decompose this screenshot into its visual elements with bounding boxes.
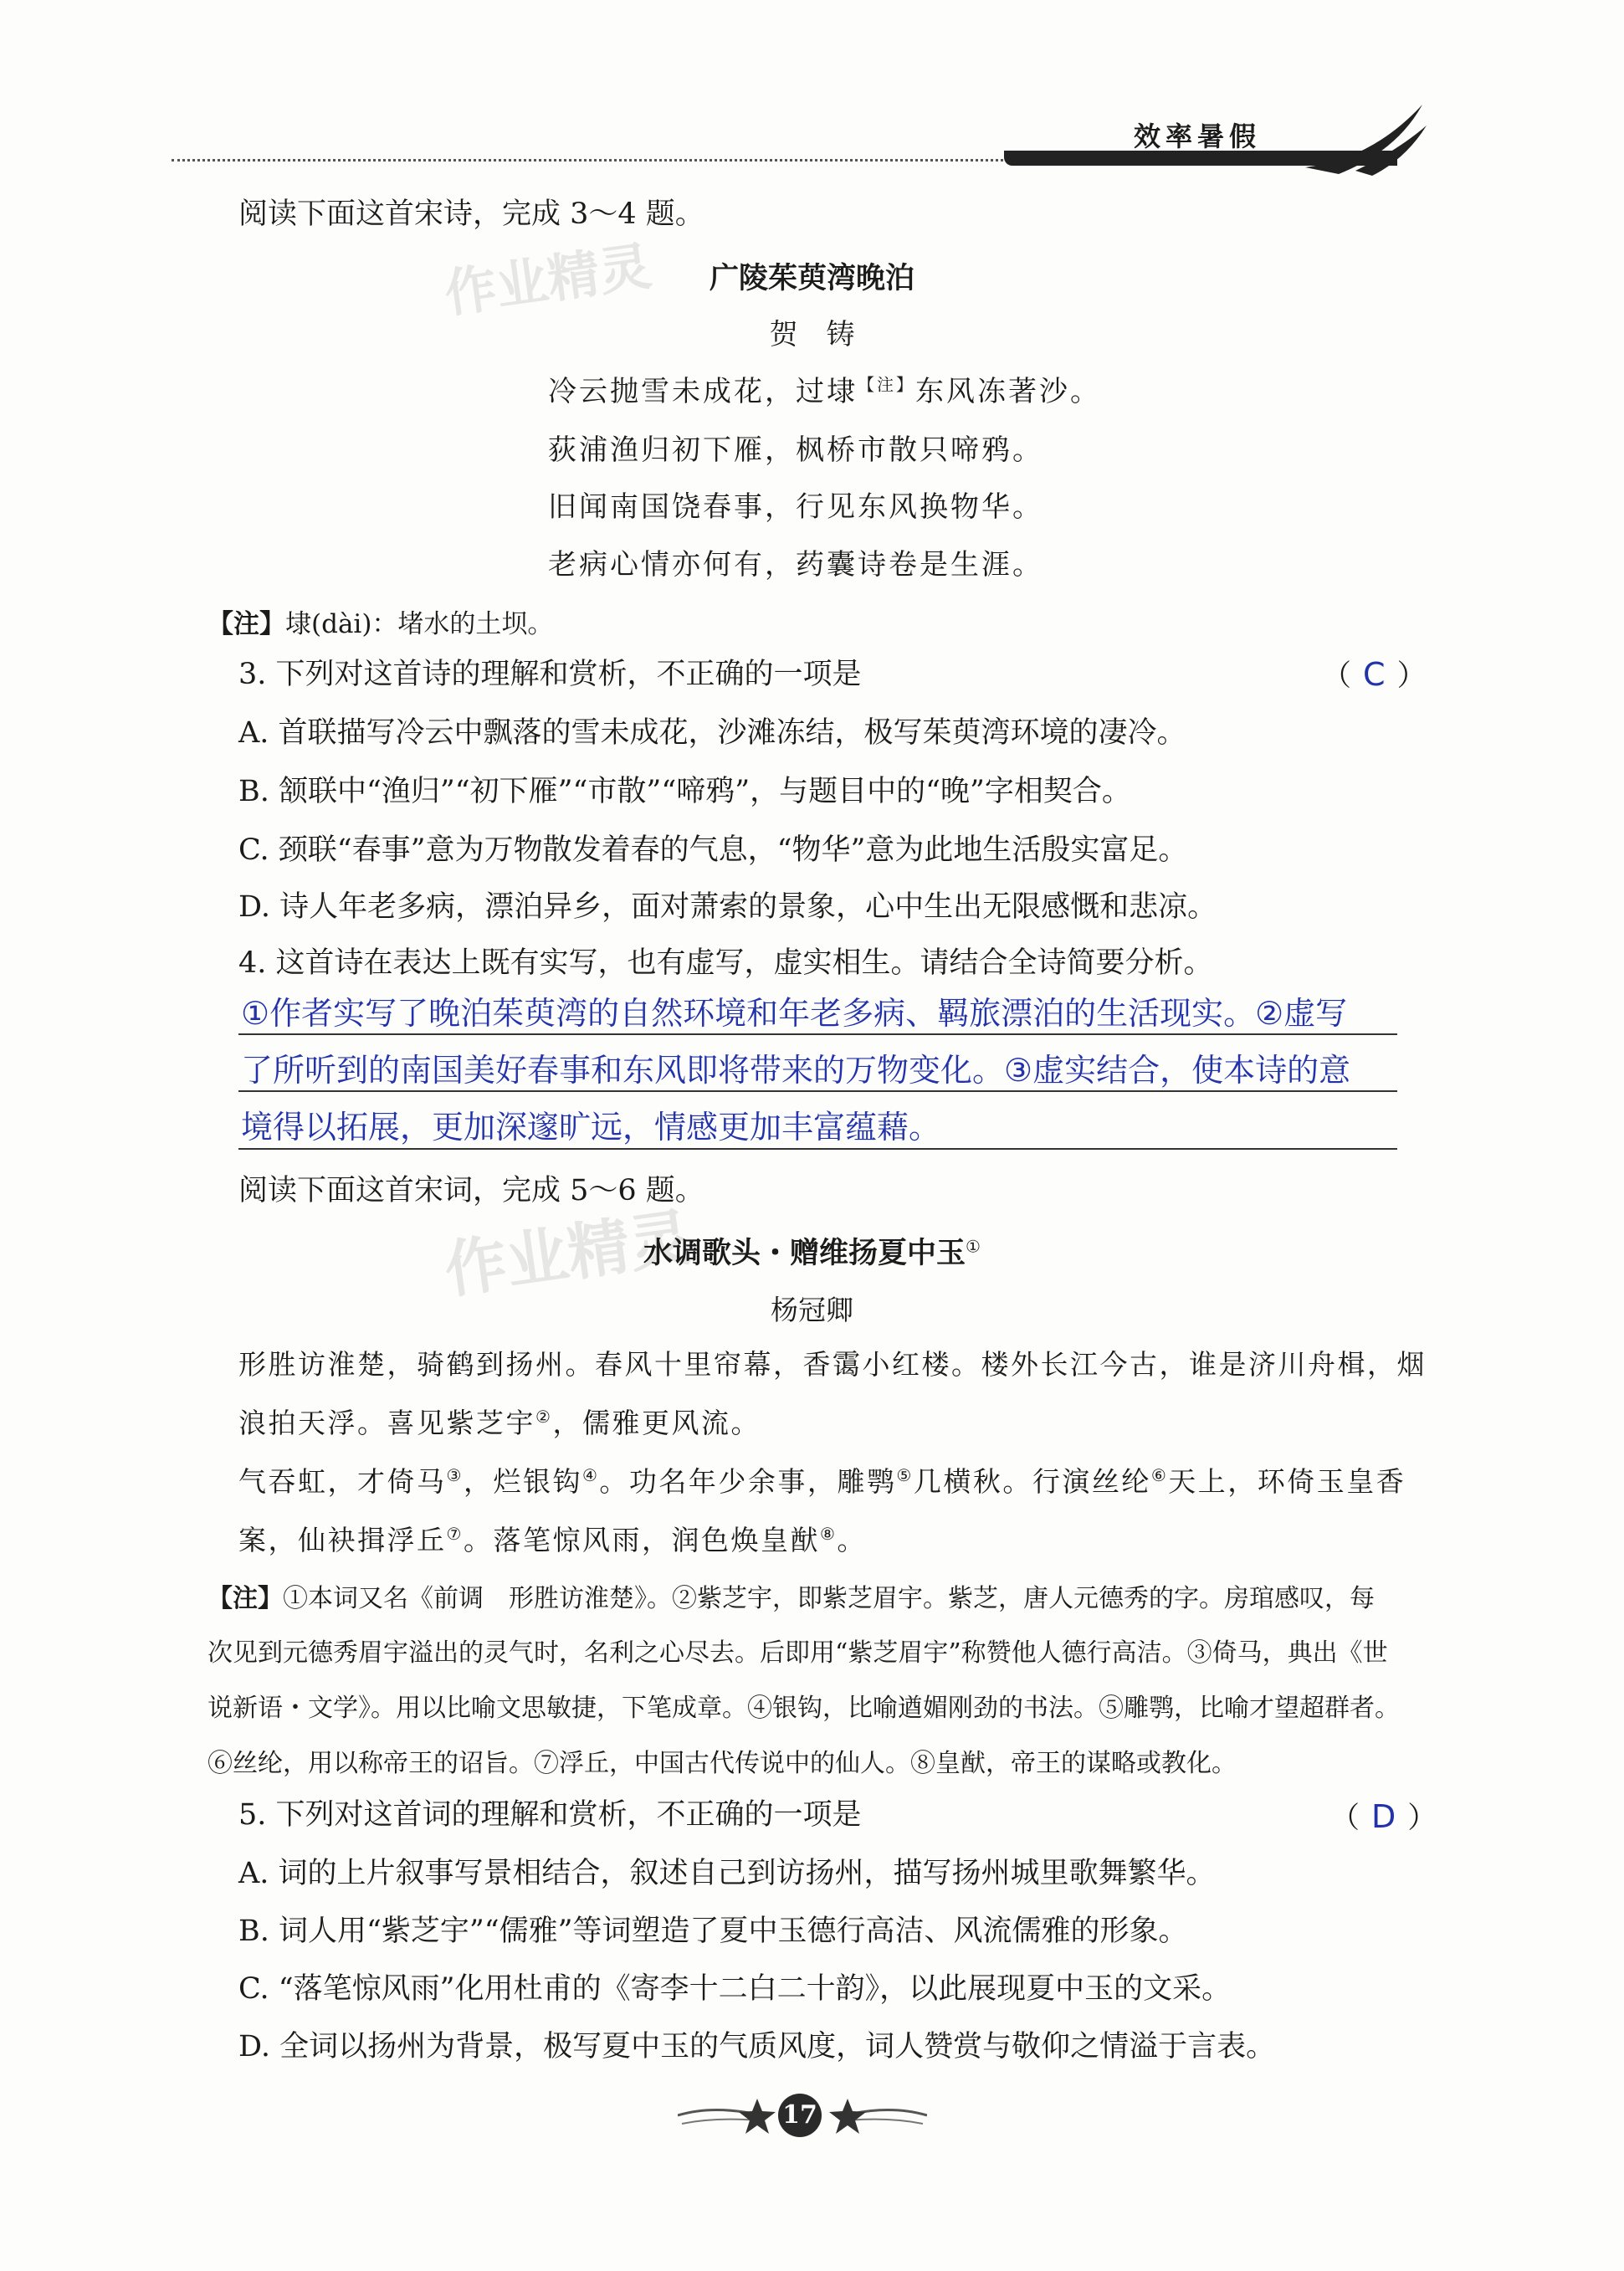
footer [0, 2075, 1624, 2159]
q4-answer-line-3: 境得以拓展，更加深邃旷远，情感更加丰富蕴藉。 [241, 1109, 941, 1146]
q4-answer-line-2: 了所听到的南国美好春事和东风即将带来的万物变化。③虚实结合，使本诗的意 [241, 1052, 1351, 1089]
ci-mark-8: ⑧ [819, 1524, 838, 1544]
ci-line-3e: 天上，环倚玉皇香 [1168, 1465, 1406, 1498]
section1-note [207, 602, 553, 640]
ci-line-4 [238, 1519, 867, 1558]
ci-line-4b: 。落笔惊风雨，润色焕皇猷 [463, 1524, 820, 1556]
header-swoosh-icon [1305, 100, 1431, 176]
q5-option-d: D. 全词以扬州为背景，极写夏中玉的气质风度，词人赞赏与敬仰之情溢于言表。 [238, 2030, 1276, 2063]
ci-mark-6: ⑥ [1150, 1465, 1169, 1485]
right-star-ornament-icon [827, 2090, 927, 2140]
header-dotted-rule [172, 159, 1008, 161]
q4-rule-1 [238, 1033, 1397, 1035]
ci-line-1: 形胜访淮楚，骑鹤到扬州。春风十里帘幕，香霭小红楼。楼外长江今古，谁是济川舟楫，烟 [238, 1348, 1427, 1381]
ci-mark-2: ② [535, 1407, 553, 1427]
section2-intro: 阅读下面这首宋词，完成 5～6 题。 [238, 1174, 704, 1207]
q4-rule-3 [238, 1148, 1397, 1150]
poem-title-1: 广陵茱萸湾晚泊 [709, 262, 914, 295]
poem1-line-1b: 东风冻著沙。 [915, 375, 1101, 408]
q3-option-b: B. 颔联中“渔归”“初下雁”“市散”“啼鸦”，与题目中的“晚”字相契合。 [238, 775, 1131, 808]
poem-title-2 [0, 1230, 1624, 1272]
section2-note-3: 说新语・文学》。用以比喻文思敏捷，下笔成章。④银钩，比喻遒媚刚劲的书法。⑤雕鹗，比喻才望超群者。 [207, 1694, 1400, 1723]
watermark-2: 作业精灵 [440, 1201, 696, 1308]
q5-option-c: C. “落笔惊风雨”化用杜甫的《寄李十二白二十韵》，以此展现夏中玉的文采。 [238, 1972, 1232, 2006]
note-marker: 【注】 [858, 374, 915, 395]
ci-line-2a: 浪拍天浮。喜见紫芝宇 [238, 1407, 535, 1439]
poem-author-2: 杨冠卿 [771, 1294, 853, 1326]
q5-close: ） [1407, 1802, 1437, 1835]
q3-close: ） [1396, 659, 1427, 693]
poem-title-2-text: 水调歌头・赠维扬夏中玉 [643, 1237, 966, 1270]
section2-note-1 [207, 1577, 1375, 1614]
page-number: 17 [782, 2100, 817, 2130]
ci-line-3b: ，烂银钩 [463, 1465, 582, 1498]
header-title: 效率暑假 [1134, 120, 1262, 152]
section1-intro: 阅读下面这首宋诗，完成 3～4 题。 [238, 197, 704, 231]
watermark-1: 作业精灵 [440, 235, 655, 325]
poem-author-1: 贺 铸 [769, 318, 855, 351]
ci-line-4a: 案，仙袂揖浮丘 [238, 1524, 447, 1556]
header [0, 0, 1624, 184]
q5-answer: D [1371, 1798, 1396, 1835]
note-label: 【注】 [207, 609, 285, 639]
ci-line-2b: ，儒雅更风流。 [552, 1407, 761, 1439]
note2-line-1: ①本词又名《前调 形胜访淮楚》。②紫芝宇，即紫芝眉宇。紫芝，唐人元德秀的字。房琯感叹，每 [283, 1584, 1375, 1613]
ci-mark-5: ⑤ [896, 1465, 914, 1485]
section2-note-2: 次见到元德秀眉宇溢出的灵气时，名利之心尽去。后即用“紫芝眉宇”称赞他人德行高洁。③倚马，典出《世 [207, 1638, 1388, 1668]
left-star-ornament-icon [678, 2090, 778, 2140]
q4-answer-line-1: ①作者实写了晚泊茱萸湾的自然环境和年老多病、羁旅漂泊的生活现实。②虚写 [241, 995, 1348, 1032]
q5-option-b: B. 词人用“紫芝宇”“儒雅”等词塑造了夏中玉德行高洁、风流儒雅的形象。 [238, 1915, 1188, 1948]
poem-title-2-mark: ① [966, 1236, 981, 1257]
ci-line-3d: 几横秋。行演丝纶 [913, 1465, 1151, 1498]
q4-rule-2 [238, 1090, 1397, 1092]
q5-stem: 5. 下列对这首词的理解和赏析，不正确的一项是 [238, 1798, 862, 1832]
ci-line-3a: 气吞虹，才倚马 [238, 1465, 447, 1498]
poem1-line-1a: 冷云抛雪未成花，过埭 [548, 375, 858, 408]
q5-open: （ [1330, 1802, 1360, 1835]
q3-option-a: A. 首联描写冷云中飘落的雪未成花，沙滩冻结，极写茱萸湾环境的凄冷。 [238, 716, 1186, 750]
q3-open: （ [1322, 659, 1352, 693]
note-body: 埭(dài)：堵水的土坝。 [285, 609, 554, 639]
q3-option-c: C. 颈联“春事”意为万物散发着春的气息，“物华”意为此地生活殷实富足。 [238, 833, 1188, 867]
ci-line-4c: 。 [837, 1524, 867, 1556]
q5-answer-bracket [1330, 1795, 1437, 1837]
q3-stem: 3. 下列对这首诗的理解和赏析，不正确的一项是 [238, 658, 862, 691]
ci-line-3 [238, 1460, 1406, 1499]
poem1-line-2: 荻浦渔归初下雁，枫桥市散只啼鸦。 [548, 433, 1043, 467]
q3-answer: C [1363, 656, 1386, 693]
ci-line-2 [238, 1402, 761, 1441]
note2-label: 【注】 [207, 1584, 283, 1613]
q3-answer-bracket [1322, 653, 1427, 695]
section2-note-4: ⑥丝纶，用以称帝王的诏旨。⑦浮丘，中国古代传说中的仙人。⑧皇猷，帝王的谋略或教化。 [207, 1749, 1237, 1778]
q5-option-a: A. 词的上片叙事写景相结合，叙述自己到访扬州，描写扬州城里歌舞繁华。 [238, 1857, 1216, 1890]
ci-mark-7: ⑦ [446, 1524, 464, 1544]
poem1-line-3: 旧闻南国饶春事，行见东风换物华。 [548, 490, 1043, 524]
poem1-line-1 [548, 368, 1101, 409]
q4-stem: 4. 这首诗在表达上既有实写，也有虚写，虚实相生。请结合全诗简要分析。 [238, 946, 1213, 980]
ci-mark-4: ④ [581, 1465, 600, 1485]
q3-option-d: D. 诗人年老多病，漂泊异乡，面对萧索的景象，心中生出无限感慨和悲凉。 [238, 890, 1217, 924]
poem1-line-4: 老病心情亦何有，药囊诗卷是生涯。 [548, 548, 1043, 582]
ci-line-3c: 。功名年少余事，雕鹗 [599, 1465, 897, 1498]
ci-mark-3: ③ [446, 1465, 464, 1485]
